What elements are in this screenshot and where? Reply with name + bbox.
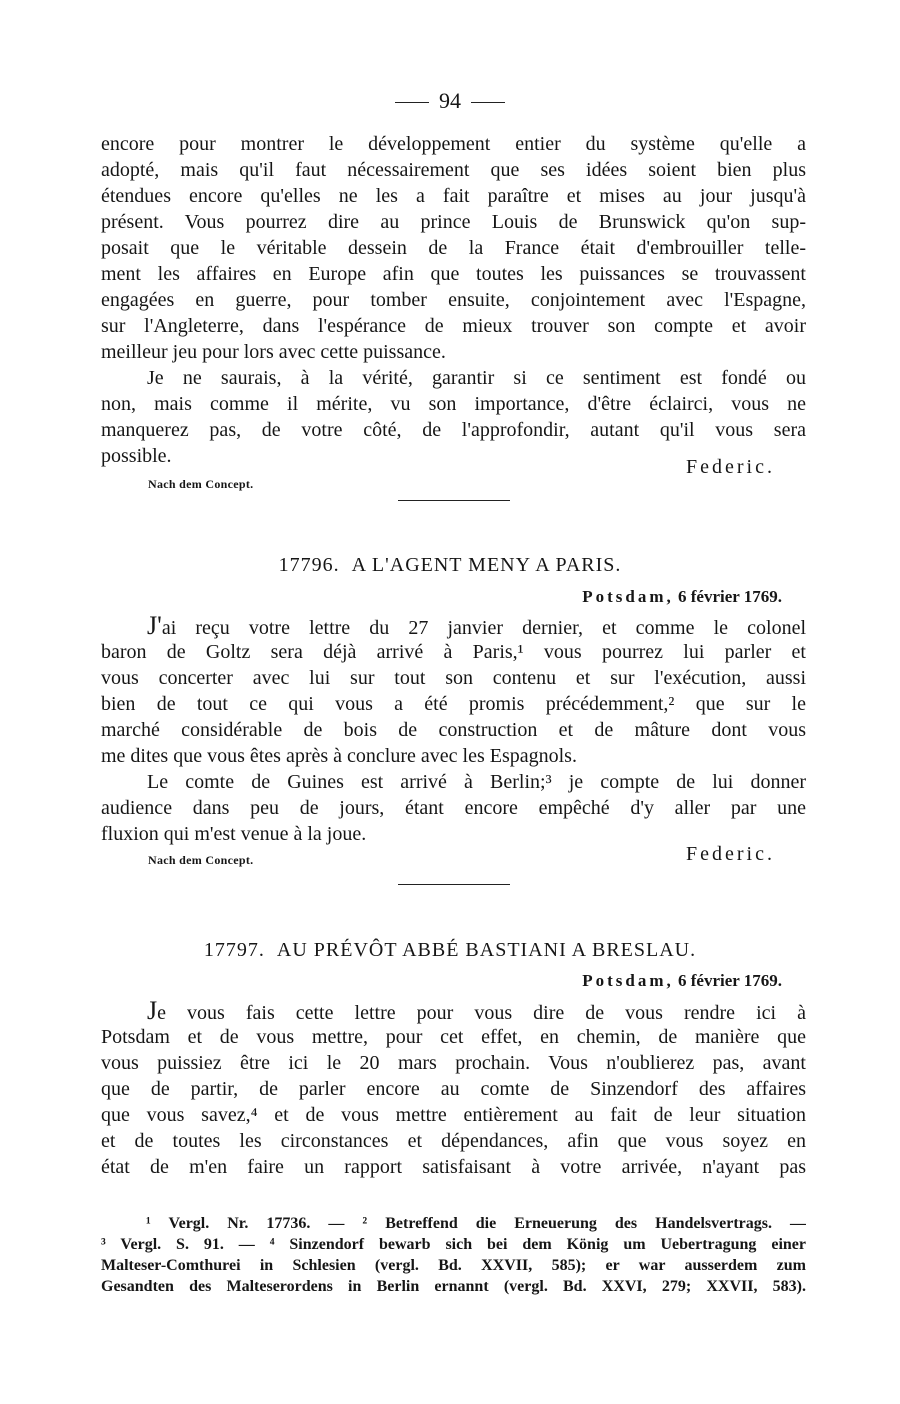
letter-17797-heading xyxy=(0,939,900,962)
letter-line: audience dans peu de jours, étant encore empêché d'y aller par une xyxy=(101,797,806,819)
intro-line: Je ne saurais, à la vérité, garantir si ce sentiment est fondé ou xyxy=(147,367,806,389)
page-number-rule-left xyxy=(395,102,429,103)
footnote-line: Malteser-Comthurei in Schlesien (vergl. Bd. XXVII, 585); er war ausserdem zum xyxy=(101,1257,806,1274)
letter-line: me dites que vous êtes après à conclure avec les Espagnols. xyxy=(101,745,577,767)
separator-rule xyxy=(398,500,510,501)
intro-line: ment les affaires en Europe afin que toutes les puissances se trouvassent xyxy=(101,263,806,285)
intro-line: présent. Vous pourrez dire au prince Louis de Brunswick qu'on sup- xyxy=(101,211,806,233)
letter-line: vous puissiez être ici le 20 mars prochain. Vous n'oublierez pas, avant xyxy=(101,1052,806,1074)
dateline-place: Potsdam, xyxy=(582,587,674,606)
dateline-date: 6 février 1769. xyxy=(677,971,782,990)
intro-source-note: Nach dem Concept. xyxy=(148,477,254,491)
letter-line: état de m'en faire un rapport satisfaisant à votre arrivée, n'ayant pas xyxy=(101,1156,806,1178)
footnote-line: ¹ Vergl. Nr. 17736. — ² Betreffend die Erneuerung des Handelsvertrags. — xyxy=(146,1215,806,1232)
letter-title: A L'AGENT MENY A PARIS. xyxy=(351,554,622,576)
letter-line: marché considérable de bois de construction et de mâture dont vous xyxy=(101,719,806,741)
letter-line: et de toutes les circonstances et dépendances, afin que vous soyez en xyxy=(101,1130,806,1152)
letter-line: que de partir, de parler encore au comte de Sinzendorf des affaires xyxy=(101,1078,806,1100)
letter-line: fluxion qui m'est venue à la joue. xyxy=(101,823,367,845)
dateline-date: 6 février 1769. xyxy=(677,587,782,606)
intro-line: engagées en guerre, pour tomber ensuite, conjointement avec l'Espagne, xyxy=(101,289,806,311)
intro-signature: Federic. xyxy=(686,456,775,478)
intro-line: adopté, mais qu'il faut nécessairement que ses idées soient bien plus xyxy=(101,159,806,181)
separator-rule xyxy=(398,884,510,885)
letter-line: baron de Goltz sera déjà arrivé à Paris,¹ vous pourrez lui parler et xyxy=(101,641,806,663)
letter-17796-dateline xyxy=(582,587,782,607)
letter-line: que vous savez,⁴ et de vous mettre entièrement au fait de leur situation xyxy=(101,1104,806,1126)
letter-line: Le comte de Guines est arrivé à Berlin;³ je compte de lui donner xyxy=(147,771,806,793)
footnote-line: ³ Vergl. S. 91. — ⁴ Sinzendorf bewarb sich bei dem König um Uebertragung einer xyxy=(101,1236,806,1253)
letter-line: Potsdam et de vous mettre, pour cet effet, en chemin, de manière que xyxy=(101,1026,806,1048)
page-number xyxy=(0,88,900,114)
intro-line: posait que le véritable dessein de la France était d'embrouiller telle- xyxy=(101,237,806,259)
intro-line: encore pour montrer le développement entier du système qu'elle a xyxy=(101,133,806,155)
letter-number: 17797. xyxy=(203,939,265,961)
letter-line: J'ai reçu votre lettre du 27 janvier dernier, et comme le colonel xyxy=(147,613,806,639)
dateline-place: Potsdam, xyxy=(582,971,674,990)
page-number-rule-right xyxy=(471,102,505,103)
page-number-text: 94 xyxy=(439,88,461,113)
letter-17797-body xyxy=(101,998,806,1180)
letter-17797-dateline xyxy=(582,971,782,991)
letter-17796-source-note: Nach dem Concept. xyxy=(148,853,254,867)
footnote-line: Gesandten des Malteserordens in Berlin ernannt (vergl. Bd. XXVI, 279; XXVII, 583). xyxy=(101,1278,806,1295)
letter-title: AU PRÉVÔT ABBÉ BASTIANI A BRESLAU. xyxy=(276,939,697,961)
letter-number: 17796. xyxy=(278,554,340,576)
intro-line: étendues encore qu'elles ne les a fait paraître et mises au jour jusqu'à xyxy=(101,185,806,207)
intro-line: manquerez pas, de votre côté, de l'approfondir, autant qu'il vous sera xyxy=(101,419,806,441)
intro-body xyxy=(101,131,806,469)
letter-17796-signature: Federic. xyxy=(686,843,775,865)
letter-line: vous concerter avec lui sur tout son contenu et sur l'exécution, aussi xyxy=(101,667,806,689)
footnotes xyxy=(101,1213,806,1297)
intro-line: non, mais comme il mérite, vu son importance, d'être éclairci, vous ne xyxy=(101,393,806,415)
letter-17796-body xyxy=(101,613,806,847)
letter-line: bien de tout ce qui vous a été promis précédemment,² que sur le xyxy=(101,693,806,715)
letter-line: Je vous fais cette lettre pour vous dire de vous rendre ici à xyxy=(147,998,806,1024)
intro-line: possible. xyxy=(101,445,172,467)
intro-line: meilleur jeu pour lors avec cette puissance. xyxy=(101,341,446,363)
letter-17796-heading xyxy=(0,554,900,577)
intro-line: sur l'Angleterre, dans l'espérance de mieux trouver son compte et avoir xyxy=(101,315,806,337)
